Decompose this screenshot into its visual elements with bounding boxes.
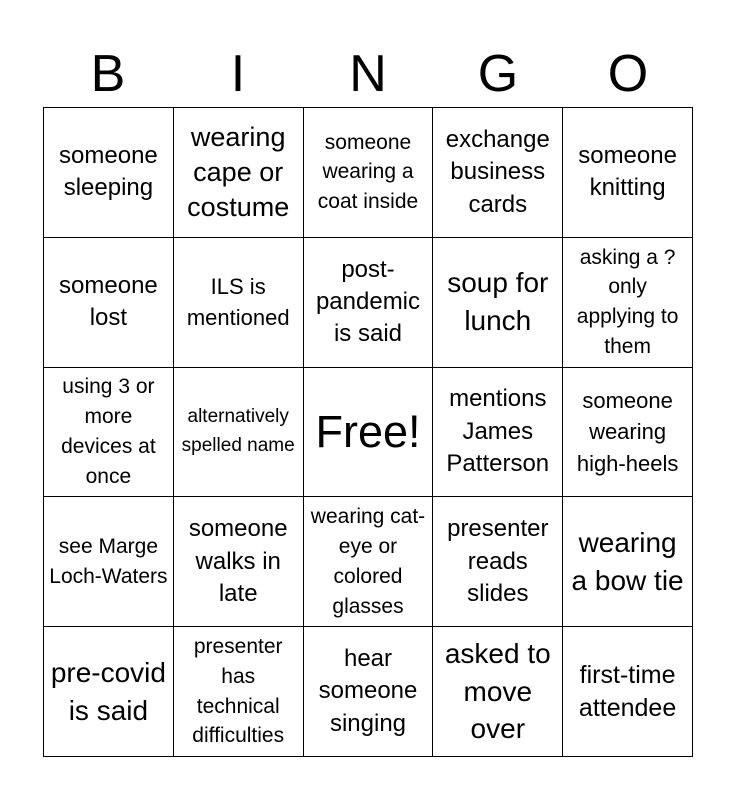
bingo-cell: someone knitting — [563, 108, 693, 238]
bingo-board — [43, 107, 693, 757]
header-letter-g: G — [477, 45, 519, 103]
header-letter-n: N — [349, 45, 387, 103]
bingo-cell: wearing cape or costume — [174, 108, 304, 238]
header-letter-o: O — [607, 45, 649, 103]
bingo-cell: someone sleeping — [44, 108, 174, 238]
bingo-header — [43, 40, 693, 108]
free-space: Free! — [304, 368, 434, 498]
bingo-cell: pre-covid is said — [44, 627, 174, 757]
bingo-cell: mentions James Patterson — [433, 368, 563, 498]
bingo-cell: exchange business cards — [433, 108, 563, 238]
header-letter-b: B — [90, 45, 126, 103]
bingo-cell: soup for lunch — [433, 238, 563, 368]
bingo-cell: alternatively spelled name — [174, 368, 304, 498]
bingo-cell: presenter reads slides — [433, 497, 563, 627]
bingo-cell: asked to move over — [433, 627, 563, 757]
bingo-cell: ILS is mentioned — [174, 238, 304, 368]
bingo-cell: see Marge Loch-Waters — [44, 497, 174, 627]
bingo-cell: someone wearing a coat inside — [304, 108, 434, 238]
bingo-cell: first-time attendee — [563, 627, 693, 757]
bingo-cell: asking a ? only applying to them — [563, 238, 693, 368]
bingo-cell: someone walks in late — [174, 497, 304, 627]
bingo-cell: someone wearing high-heels — [563, 368, 693, 498]
bingo-cell: presenter has technical difficulties — [174, 627, 304, 757]
bingo-cell: hear someone singing — [304, 627, 434, 757]
bingo-cell: someone lost — [44, 238, 174, 368]
bingo-cell: using 3 or more devices at once — [44, 368, 174, 498]
bingo-cell: wearing a bow tie — [563, 497, 693, 627]
bingo-cell: wearing cat-eye or colored glasses — [304, 497, 434, 627]
header-letter-i: I — [230, 45, 246, 103]
bingo-cell: post-pandemic is said — [304, 238, 434, 368]
